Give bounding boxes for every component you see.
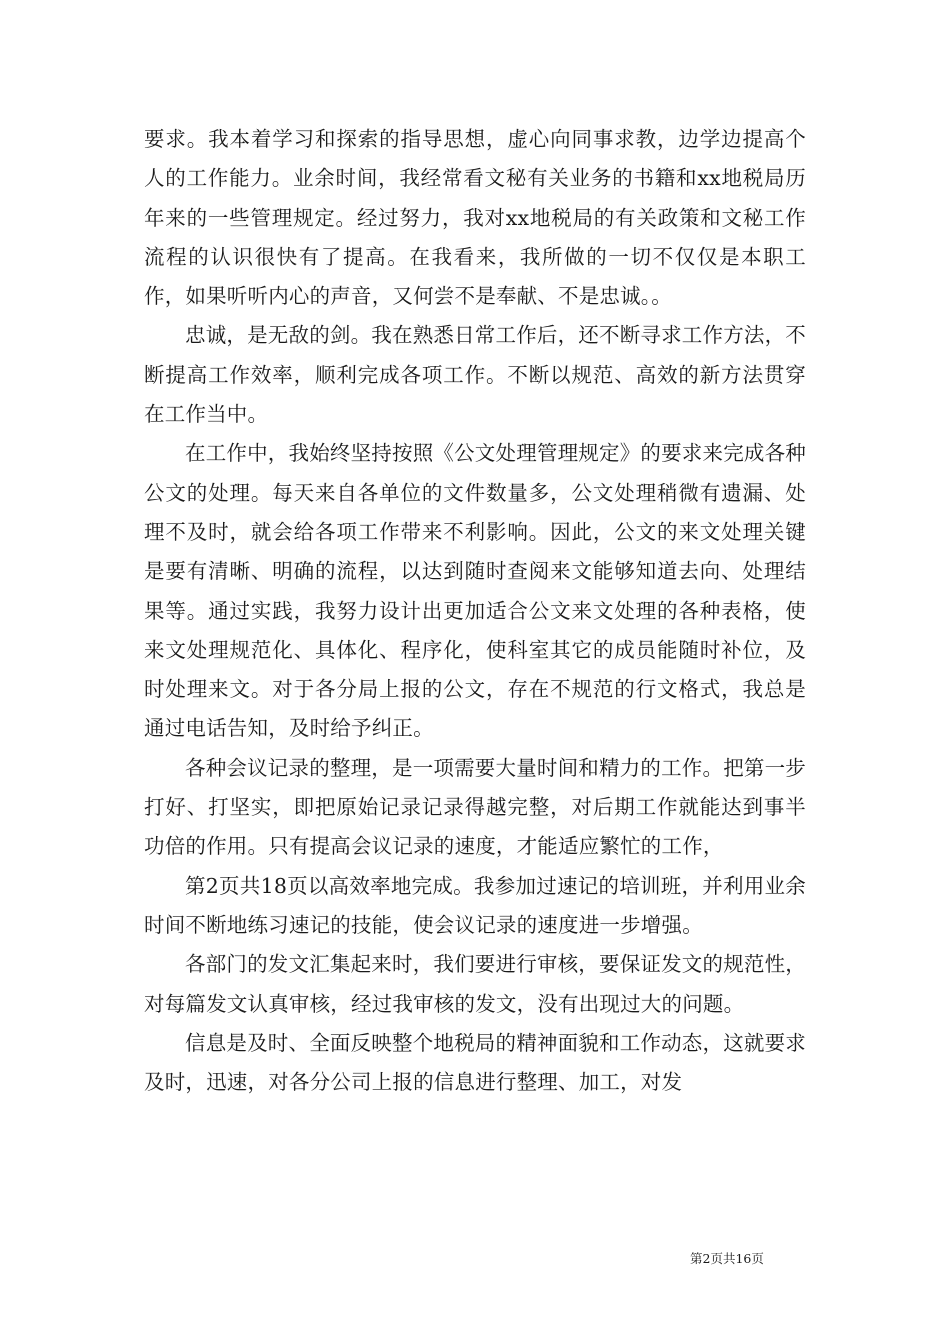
paragraph: 忠诚，是无敌的剑。我在熟悉日常工作后，还不断寻求工作方法，不断提高工作效率，顺利完成各项工作。不断以规范、高效的新方法贯穿在工作当中。 <box>144 323 806 427</box>
page-number-footer: 第2页共16页 <box>690 1251 764 1266</box>
document-body <box>144 120 806 1102</box>
paragraph: 在工作中，我始终坚持按照《公文处理管理规定》的要求来完成各种公文的处理。每天来自各单位的文件数量多，公文处理稍微有遗漏、处理不及时，就会给各项工作带来不利影响。因此，公文的来文处理关键是要有清晰、明确的流程，以达到随时查阅来文能够知道去向、处理结果等。通过实践，我努力设计出更加适合公文来文处理的各种表格，使来文处理规范化、具体化、程序化，使科室其它的成员能随时补位，及时处理来文。对于各分局上报的公文，存在不规范的行文格式，我总是通过电话告知，及时给予纠正。 <box>144 441 806 741</box>
paragraph: 第2页共18页以高效率地完成。我参加过速记的培训班，并利用业余时间不断地练习速记的技能，使会议记录的速度进一步增强。 <box>144 873 806 937</box>
paragraph: 各部门的发文汇集起来时，我们要进行审核，要保证发文的规范性，对每篇发文认真审核，经过我审核的发文，没有出现过大的问题。 <box>144 952 806 1016</box>
paragraph: 要求。我本着学习和探索的指导思想，虚心向同事求教，边学边提高个人的工作能力。业余时间，我经常看文秘有关业务的书籍和xx地税局历年来的一些管理规定。经过努力，我对xx地税局的有关政策和文秘工作流程的认识很快有了提高。在我看来，我所做的一切不仅仅是本职工作，如果听听内心的声音，又何尝不是奉献、不是忠诚。。 <box>144 127 806 309</box>
paragraph: 各种会议记录的整理，是一项需要大量时间和精力的工作。把第一步打好、打坚实，即把原始记录记录得越完整，对后期工作就能达到事半功倍的作用。只有提高会议记录的速度，才能适应繁忙的工作， <box>144 755 806 859</box>
paragraph: 信息是及时、全面反映整个地税局的精神面貌和工作动态，这就要求及时，迅速，对各分公司上报的信息进行整理、加工，对发 <box>144 1030 806 1095</box>
